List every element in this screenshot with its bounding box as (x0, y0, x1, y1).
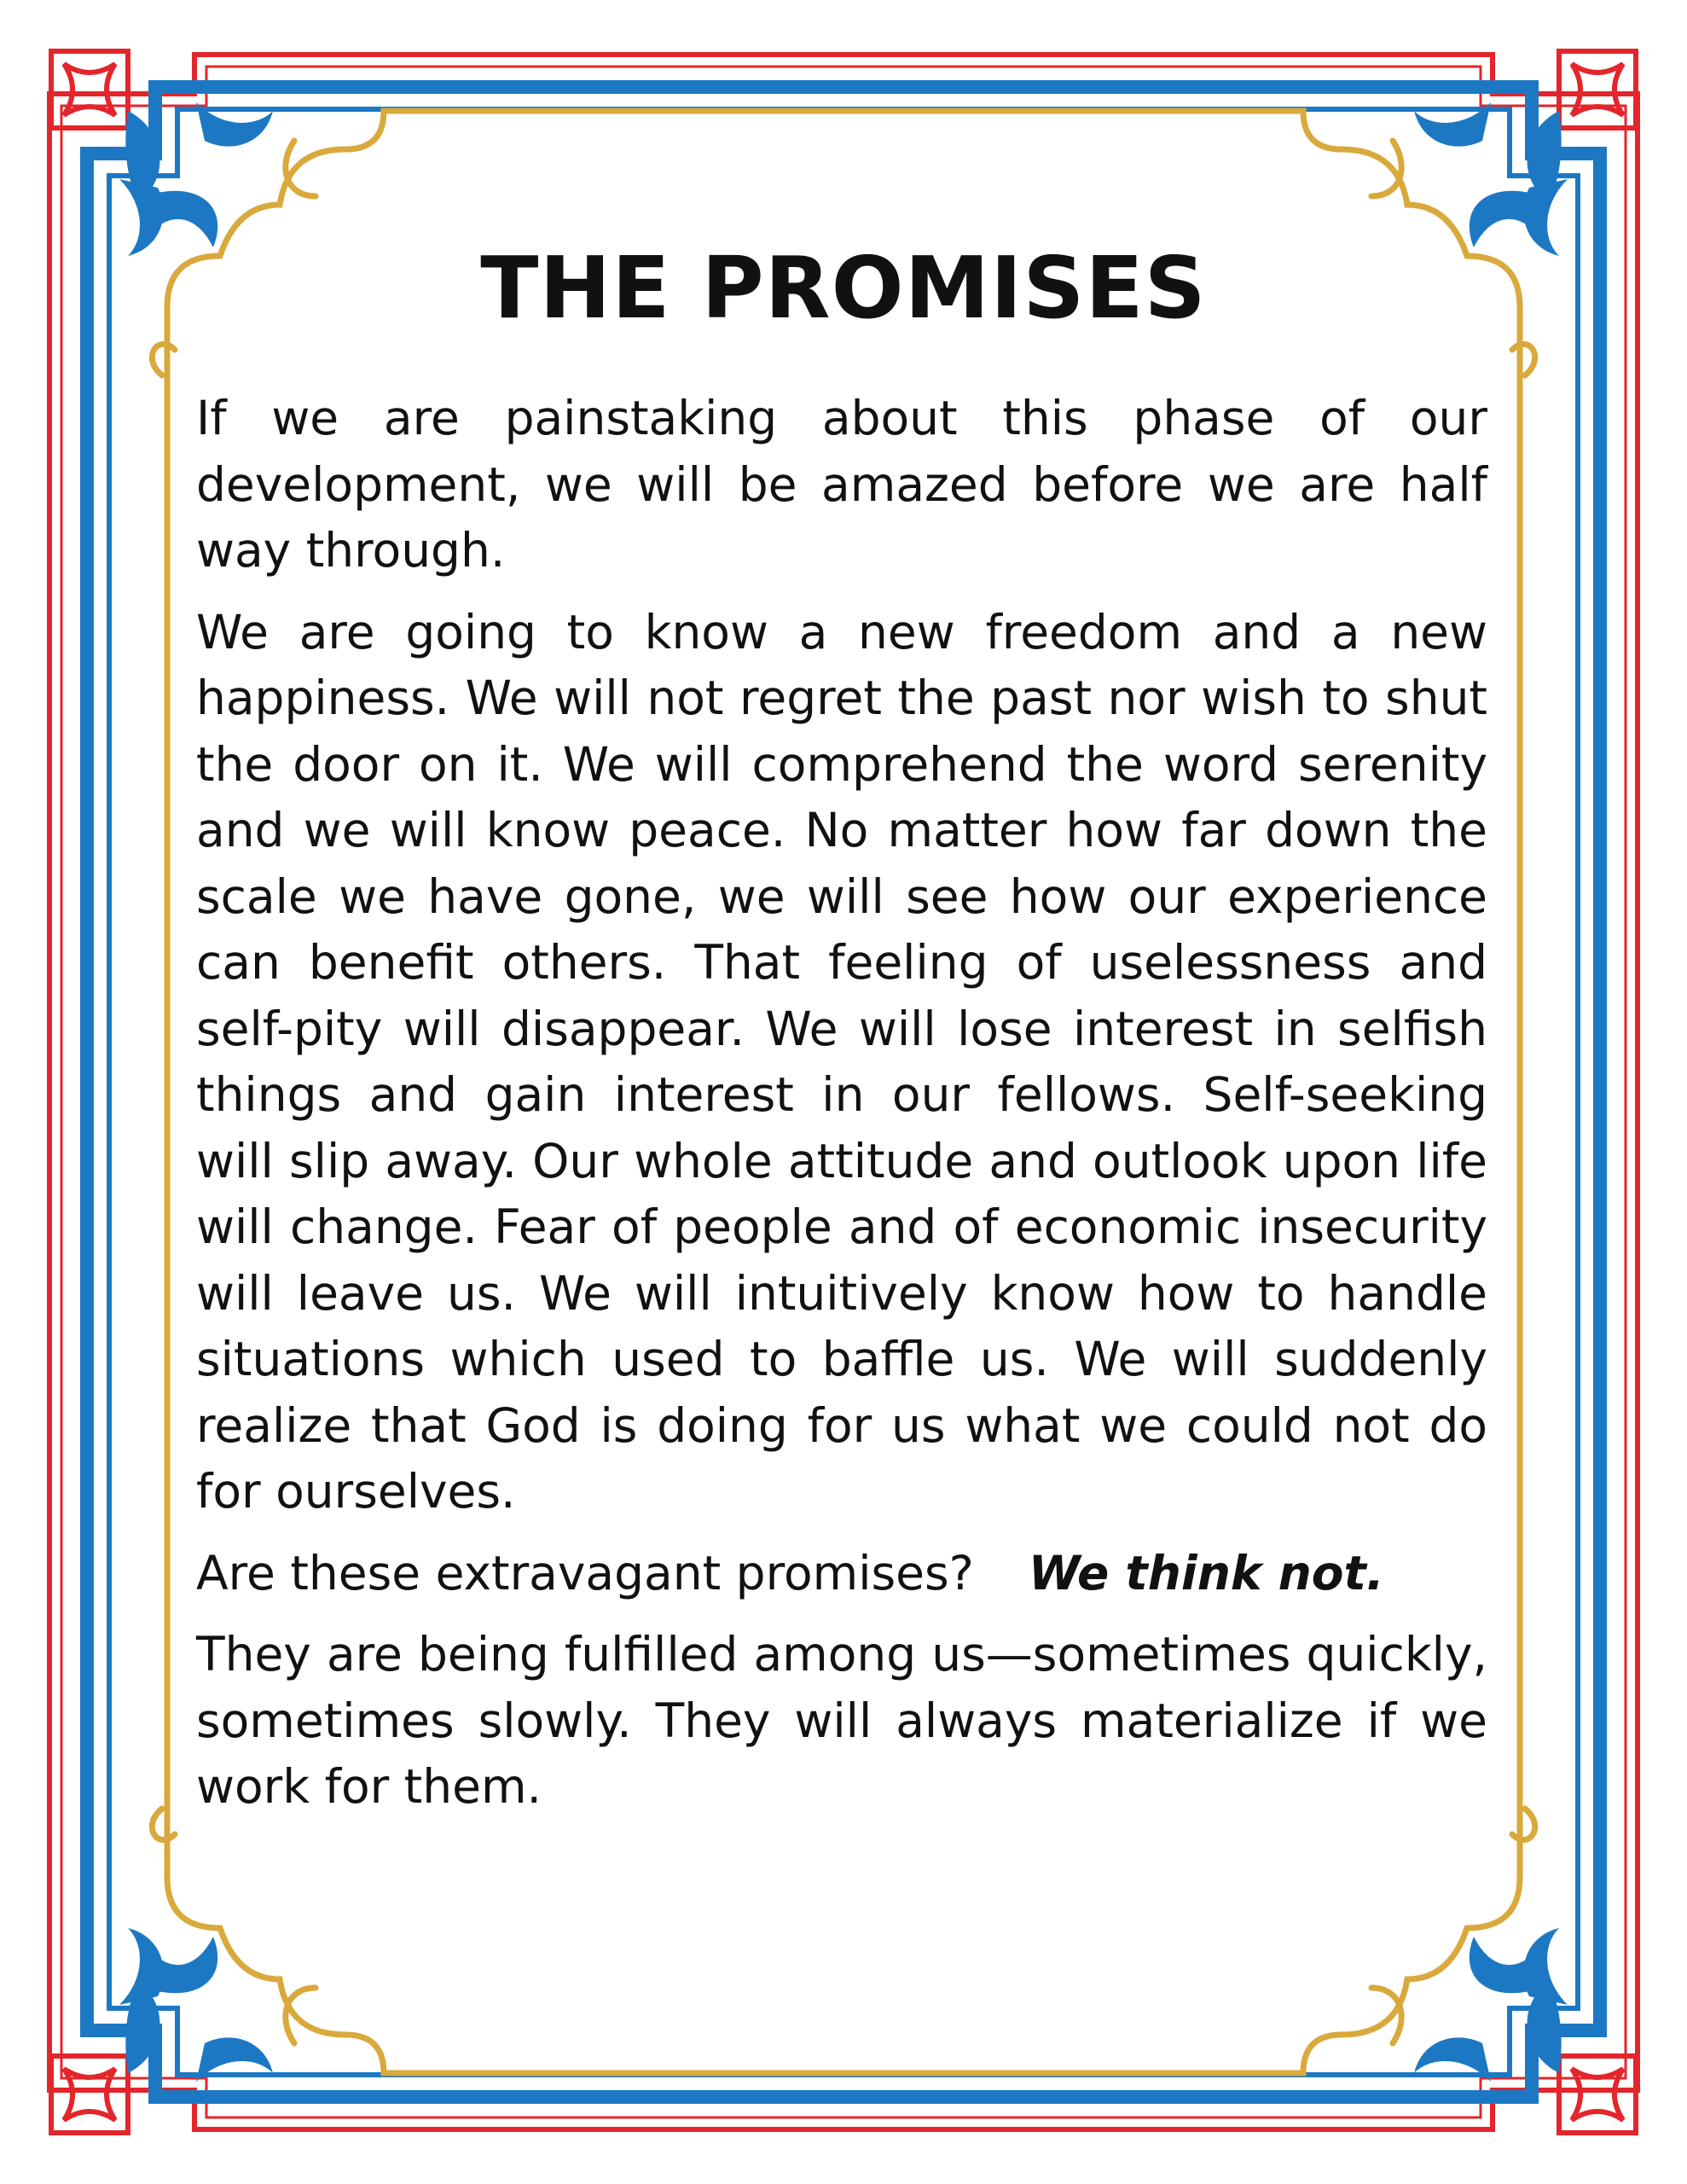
question-text: Are these extravagant promises? (196, 1545, 974, 1600)
answer-text: We think not. (1028, 1545, 1384, 1600)
page-title: THE PROMISES (480, 238, 1207, 338)
fleur-ornament-top-right (1414, 102, 1568, 256)
paragraph-promises: We are going to know a new freedom and a new happiness. We will not regret the past nor wish to shut the door on it. We will comprehend the word serenity and we will know peace. No matter how far down the scale we have gone, we will see how our experience can benefit others. That feeling of uselessness and self-pity will disappear. We will lose interest in selfish things and gain interest in our fellows. Self-seeking will slip away. Our whole attitude and outlook upon life will change. Fear of people and of economic insecurity will leave us. We will intuitively know how to handle situations which used to baffle us. We will suddenly realize that God is doing for us what we could not do for ourselves. (196, 604, 1487, 1519)
paragraph-closing: They are being fulfilled among us—sometimes quickly, sometimes slowly. They will always materialize if we work for them. (196, 1627, 1487, 1814)
fleur-ornament-top-left (119, 102, 273, 256)
question-line (196, 1541, 1487, 1607)
fleur-ornament-bottom-right (1414, 1928, 1568, 2082)
promises-body (196, 386, 1487, 1836)
paragraph-intro: If we are painstaking about this phase of our development, we will be amazed before we are half way through. (196, 391, 1487, 578)
fleur-ornament-bottom-left (119, 1928, 273, 2082)
